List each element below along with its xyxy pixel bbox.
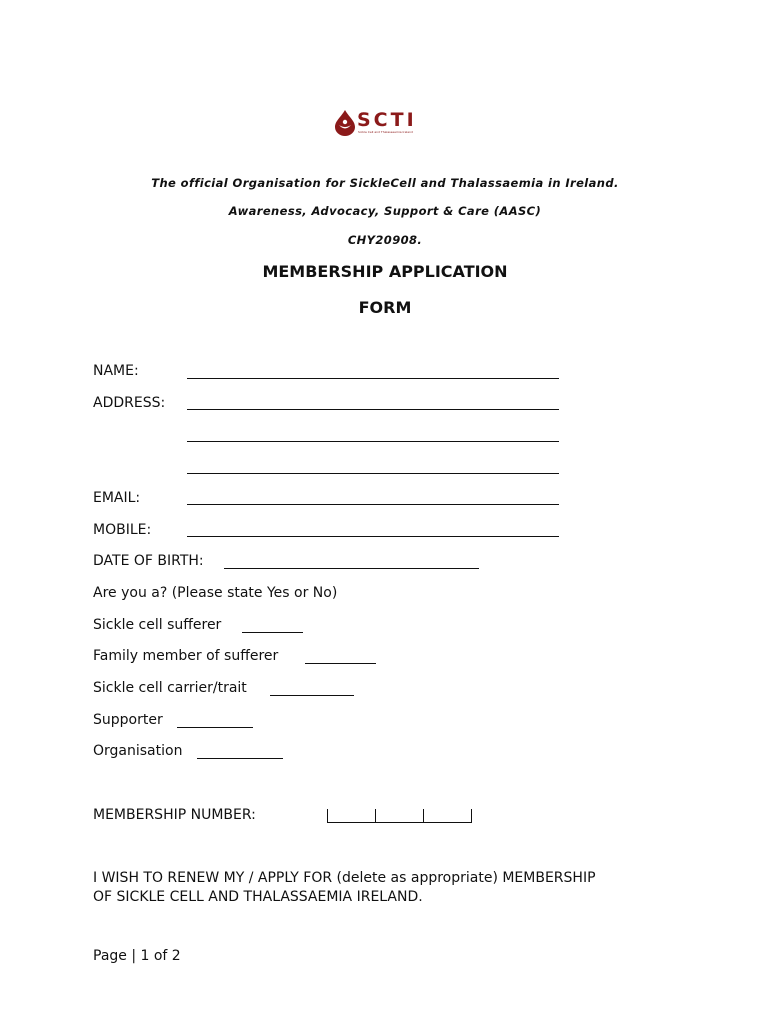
email-field[interactable] <box>187 504 559 505</box>
form-title: MEMBERSHIP APPLICATION <box>262 262 508 281</box>
dob-field[interactable] <box>224 568 479 569</box>
address-label: ADDRESS: <box>93 395 166 411</box>
organisation-field[interactable] <box>197 758 283 759</box>
header-organisation: The official Organisation for SickleCell and Thalassaemia in Ireland. <box>151 176 619 190</box>
option-organisation: Organisation <box>93 743 183 759</box>
sickle-cell-sufferer-field[interactable] <box>242 632 303 633</box>
membership-type-prompt: Are you a? (Please state Yes or No) <box>93 585 338 601</box>
family-member-field[interactable] <box>305 663 376 664</box>
name-field[interactable] <box>187 378 559 379</box>
address-field-1[interactable] <box>187 409 559 410</box>
page-number: Page | 1 of 2 <box>93 948 181 964</box>
dob-label: DATE OF BIRTH: <box>93 553 204 569</box>
option-sickle-cell-sufferer: Sickle cell sufferer <box>93 617 222 633</box>
membership-number-label: MEMBERSHIP NUMBER: <box>93 807 256 823</box>
option-supporter: Supporter <box>93 712 163 728</box>
option-carrier-trait: Sickle cell carrier/trait <box>93 680 247 696</box>
mobile-field[interactable] <box>187 536 559 537</box>
declaration-line-1: I WISH TO RENEW MY / APPLY FOR (delete as appropriate) MEMBERSHIP <box>93 870 596 886</box>
form-title-2: FORM <box>358 298 412 317</box>
supporter-field[interactable] <box>177 727 253 728</box>
option-family-member: Family member of sufferer <box>93 648 279 664</box>
address-field-2[interactable] <box>187 441 559 442</box>
scti-logo <box>333 108 439 138</box>
name-label: NAME: <box>93 363 139 379</box>
address-field-3[interactable] <box>187 473 559 474</box>
declaration-line-2: OF SICKLE CELL AND THALASSAEMIA IRELAND. <box>93 889 423 905</box>
membership-number-boxes[interactable] <box>327 808 472 824</box>
logo-text: SCTI <box>357 109 417 131</box>
logo-subtext: Sickle Cell and Thalassaemia Ireland <box>358 130 413 134</box>
email-label: EMAIL: <box>93 490 141 506</box>
blood-drop-icon <box>333 108 357 138</box>
mobile-label: MOBILE: <box>93 522 152 538</box>
header-charity-number: CHY20908. <box>347 233 423 247</box>
carrier-trait-field[interactable] <box>270 695 354 696</box>
header-aasc: Awareness, Advocacy, Support & Care (AASC) <box>228 204 542 218</box>
